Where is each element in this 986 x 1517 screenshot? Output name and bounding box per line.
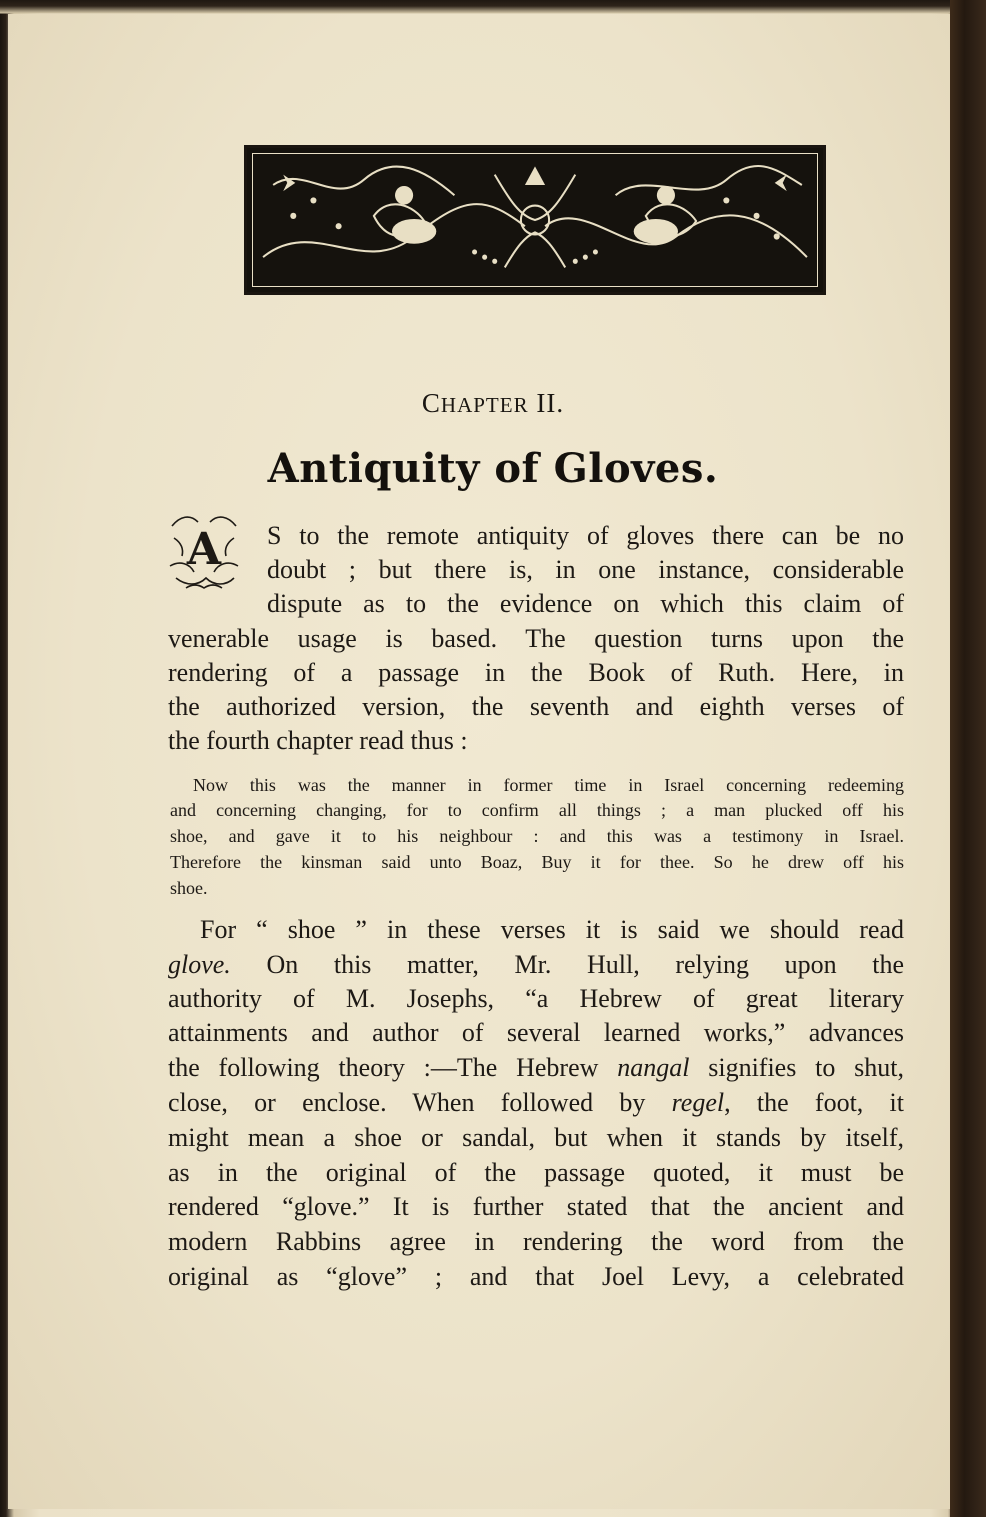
- paragraph2-line: [168, 1086, 904, 1120]
- paragraph2-line: [168, 948, 904, 982]
- paragraph2-line: rendered “glove.” It is further stated that the ancient and: [168, 1192, 904, 1221]
- chapter-number: [0, 388, 986, 419]
- italic-word-glove: glove.: [168, 950, 231, 979]
- paragraph2-line5-end: signifies to shut,: [689, 1053, 904, 1082]
- paragraph2-line: For “ shoe ” in these verses it is said we should read: [200, 915, 904, 944]
- page-top-edge: [0, 0, 986, 14]
- ornamental-initial-drawing: [166, 508, 242, 592]
- quotation-line: shoe, and gave it to his neighbour : and this was a testimony in Israel.: [170, 826, 904, 846]
- paragraph2-line: as in the original of the passage quoted, it must be: [168, 1158, 904, 1187]
- paragraph1-line: the fourth chapter read thus :: [168, 726, 468, 755]
- quotation-line: Therefore the kinsman said unto Boaz, Buy it for thee. So he drew off his: [170, 852, 904, 872]
- paragraph1-line: rendering of a passage in the Book of Ruth. Here, in: [168, 658, 904, 687]
- quotation-line: and concerning changing, for to confirm all things ; a man plucked off his: [170, 800, 904, 820]
- paragraph1-line: venerable usage is based. The question turns upon the: [168, 624, 904, 653]
- headpiece-inner-frame: [252, 153, 818, 287]
- paragraph2-line: [168, 1051, 904, 1085]
- chapter-label-rest: HAPTER: [440, 393, 529, 417]
- chapter-numeral: II.: [536, 388, 565, 418]
- quotation-line: shoe.: [170, 878, 208, 898]
- paragraph2-line: original as “glove” ; and that Joel Levy, a celebrated: [168, 1262, 904, 1291]
- ornament-illustration: [253, 154, 817, 286]
- ornamental-initial-letter: [166, 508, 242, 592]
- paragraph2-line: modern Rabbins agree in rendering the word from the: [168, 1227, 904, 1256]
- paragraph2-line2-rest: On this matter, Mr. Hull, relying upon the: [230, 950, 904, 979]
- decorative-headpiece-engraving: [244, 145, 826, 295]
- book-spine-edge: [950, 0, 986, 1517]
- paragraph1-line: S to the remote antiquity of gloves there can be no: [267, 521, 904, 550]
- paragraph2-line: might mean a shoe or sandal, but when it stands by itself,: [168, 1123, 904, 1152]
- initial-letter-text: A: [186, 524, 222, 575]
- paragraph2-line6-end: , the foot, it: [724, 1088, 905, 1117]
- paragraph1-line: doubt ; but there is, in one instance, considerable: [267, 555, 904, 584]
- paragraph2-line5-start: the following theory :—The Hebrew: [168, 1053, 618, 1082]
- quotation-line: Now this was the manner in former time in Israel concerning redeeming: [193, 775, 904, 795]
- paragraph2-line6-start: close, or enclose. When followed by: [168, 1088, 672, 1117]
- italic-word-nangal: nangal: [617, 1053, 690, 1082]
- chapter-title: Antiquity of Gloves.: [267, 445, 719, 492]
- paragraph2-line: authority of M. Josephs, “a Hebrew of great literary: [168, 984, 904, 1013]
- paragraph1-line: the authorized version, the seventh and eighth verses of: [168, 692, 904, 721]
- paragraph2-line: attainments and author of several learned works,” advances: [168, 1018, 904, 1047]
- chapter-label-initial: C: [421, 388, 441, 418]
- italic-word-regel: regel: [671, 1088, 725, 1117]
- paragraph1-line: dispute as to the evidence on which this claim of: [267, 589, 904, 618]
